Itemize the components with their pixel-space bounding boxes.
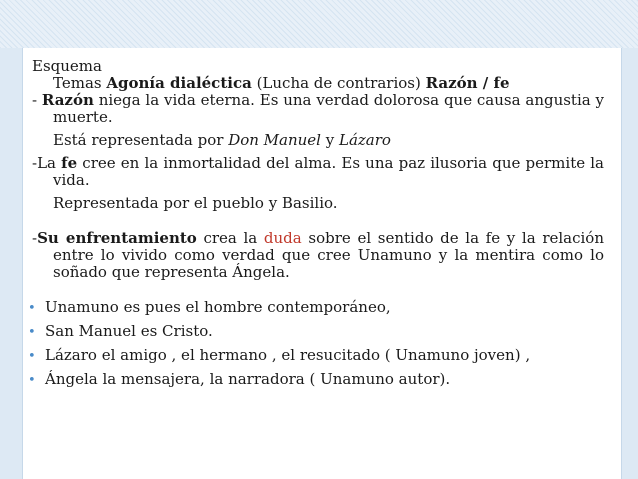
fe-bold: fe (61, 154, 78, 172)
list-item (28, 346, 604, 365)
razon-representation-line (32, 132, 604, 149)
list-item (28, 298, 604, 317)
list-item-text: Unamuno es pues el hombre contemporáneo, (45, 298, 391, 316)
list-item-text: Lázaro el amigo , el hermano , el resucitado ( Unamuno joven) , (45, 346, 531, 364)
razon-prefix: - (32, 91, 42, 109)
list-item (28, 370, 604, 389)
bullet-icon: • (28, 373, 36, 388)
themes-middle: (Lucha de contrarios) (251, 74, 426, 92)
enfrentamiento-text: sobre el sentido de la fe y la relación entre lo vivido como verdad que cree Unamuno y la mentira como lo soñado que representa Ángela. (53, 229, 604, 281)
decorative-top-band (0, 0, 638, 48)
decorative-right-band (620, 48, 638, 479)
slide-body (28, 57, 605, 395)
razon-rep-name-2: Lázaro (339, 131, 391, 149)
list-item-text: San Manuel es Cristo. (45, 322, 213, 340)
razon-text: niega la vida eterna. Es una verdad dolorosa que causa angustia y muerte. (53, 91, 605, 126)
enfrentamiento-middle: crea la (196, 229, 264, 247)
fe-paragraph (32, 155, 604, 189)
themes-prefix: Temas (53, 74, 107, 92)
enfrentamiento-paragraph (32, 230, 604, 281)
duda-highlight: duda (263, 229, 302, 247)
bullet-icon: • (28, 325, 36, 340)
razon-rep-middle: y (320, 131, 339, 149)
bullet-icon: • (28, 349, 36, 364)
bullet-icon: • (28, 301, 36, 316)
slide-heading: Esquema (32, 57, 102, 75)
fe-text: cree en la inmortalidad del alma. Es una paz ilusoria que permite la vida. (53, 154, 605, 189)
bullet-list (28, 298, 604, 389)
list-item (28, 322, 604, 341)
themes-line (32, 75, 604, 92)
razon-rep-prefix: Está representada por (53, 131, 229, 149)
list-item-text: Ángela la mensajera, la narradora ( Unamuno autor). (45, 370, 451, 388)
fe-representation-line: Representada por el pueblo y Basilio. (53, 194, 338, 212)
decorative-left-band (0, 48, 22, 479)
razon-bold: Razón (41, 91, 94, 109)
enfrentamiento-prefix: - (32, 229, 38, 247)
razon-paragraph (32, 92, 604, 126)
enfrentamiento-bold: Su enfrentamiento (37, 229, 197, 247)
razon-rep-name-1: Don Manuel (228, 131, 321, 149)
themes-bold-1: Agonía dialéctica (106, 74, 252, 92)
fe-prefix: -La (32, 154, 62, 172)
themes-bold-2: Razón / fe (425, 74, 510, 92)
